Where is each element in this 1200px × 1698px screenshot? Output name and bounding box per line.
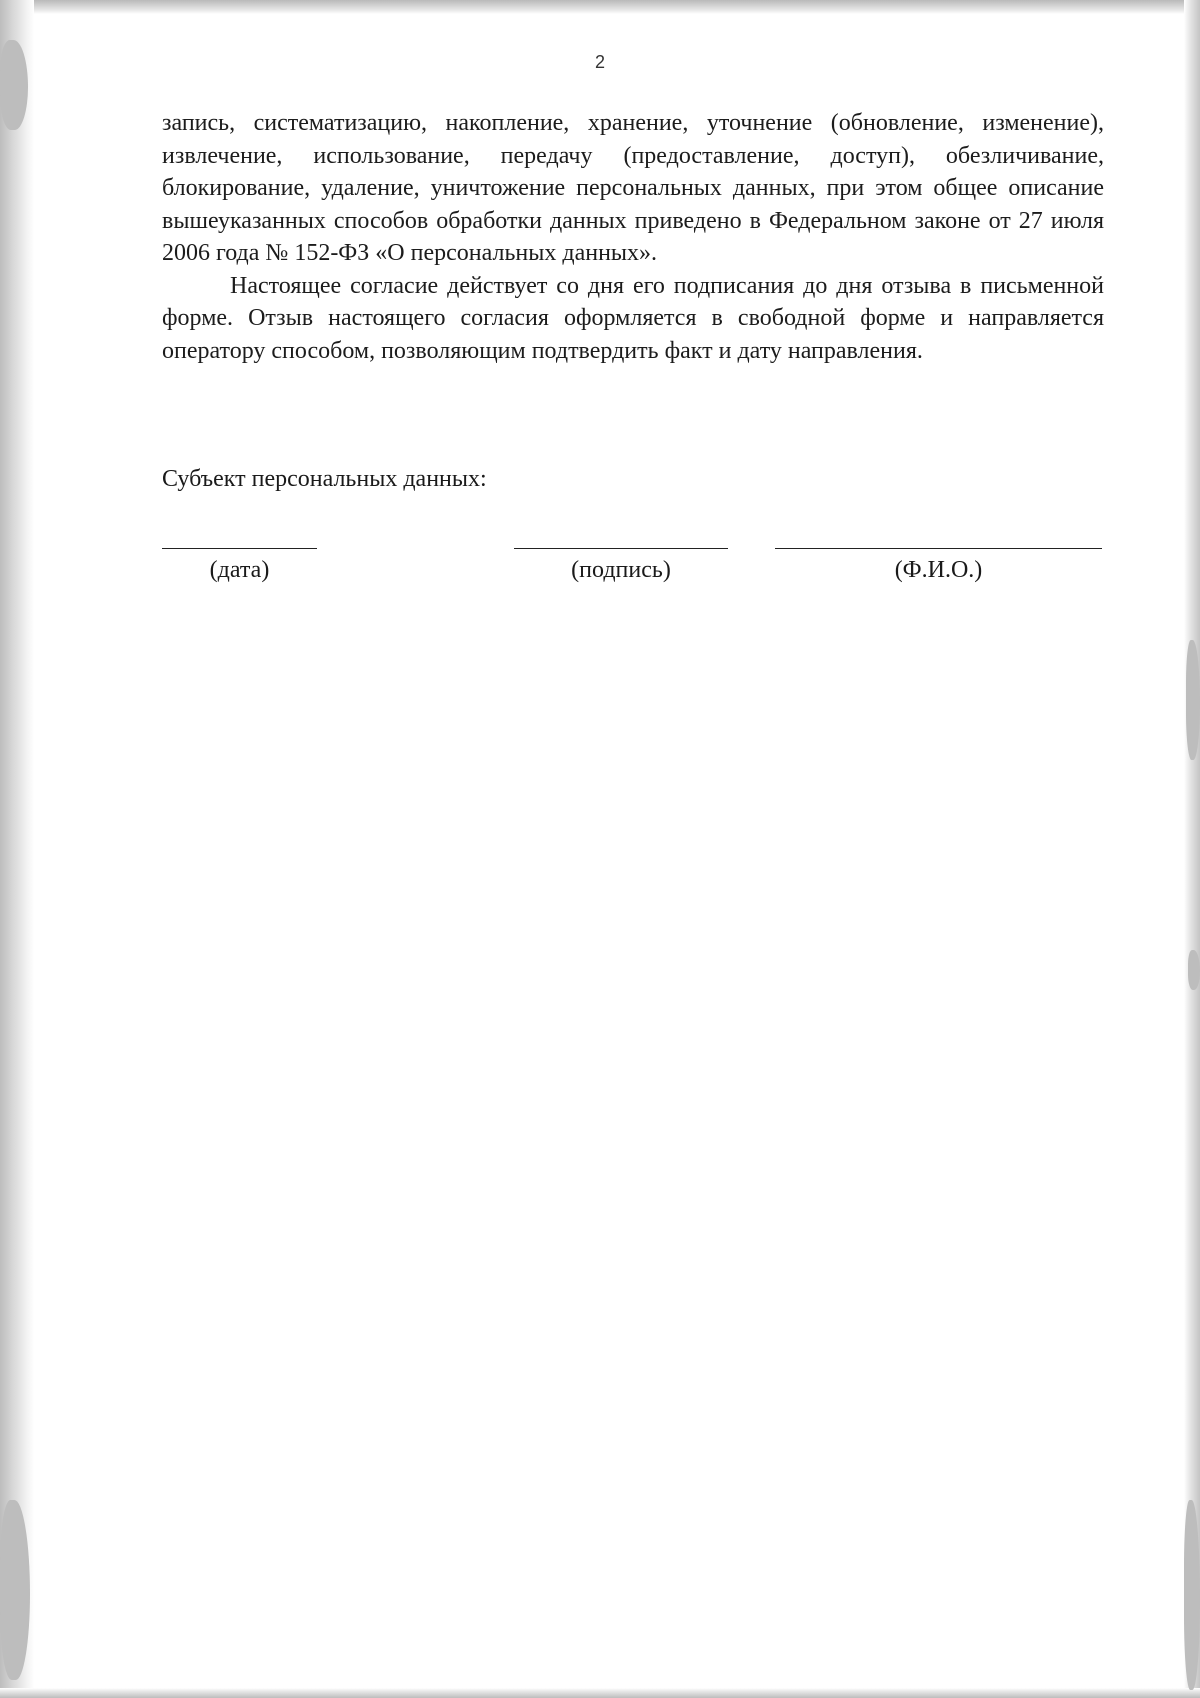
scan-blot	[1188, 950, 1200, 990]
fio-caption: (Ф.И.О.)	[894, 557, 983, 583]
signature-field	[514, 548, 728, 585]
scan-blot	[1184, 1500, 1200, 1690]
scan-blot	[1186, 640, 1200, 760]
signature-blank-line	[514, 548, 728, 549]
fio-field	[775, 548, 1102, 585]
scan-edge-right	[1184, 0, 1200, 1698]
date-caption: (дата)	[209, 557, 270, 583]
scan-edge-top	[0, 0, 1200, 14]
document-body	[162, 107, 1104, 367]
scan-edge-left	[0, 0, 34, 1698]
date-field	[162, 548, 317, 585]
page-number: 2	[594, 52, 605, 72]
fio-blank-line	[775, 548, 1102, 549]
date-blank-line	[162, 548, 317, 549]
scan-edge-bottom	[0, 1688, 1200, 1698]
paragraph-consent-validity: Настоящее согласие действует со дня его подписания до дня отзыва в письменной форме. Отзыв настоящего согласия оформляется в свободной форме и направляется оператору способом, позволяющим подтвердить факт и дату направления.	[162, 272, 1104, 364]
subject-label: Субъект персональных данных:	[162, 466, 487, 492]
signature-caption: (подпись)	[571, 557, 671, 583]
paragraph-processing-methods: запись, систематизацию, накопление, хранение, уточнение (обновление, изменение), извлечение, использование, передачу (предоставление, доступ), обезличивание, блокирование, удаление, уничтожение персональных данных, при этом общее описание вышеуказанных способов обработки данных приведено в Федеральном законе от 27 июля 2006 года № 152-ФЗ «О персональных данных».	[162, 110, 1104, 266]
